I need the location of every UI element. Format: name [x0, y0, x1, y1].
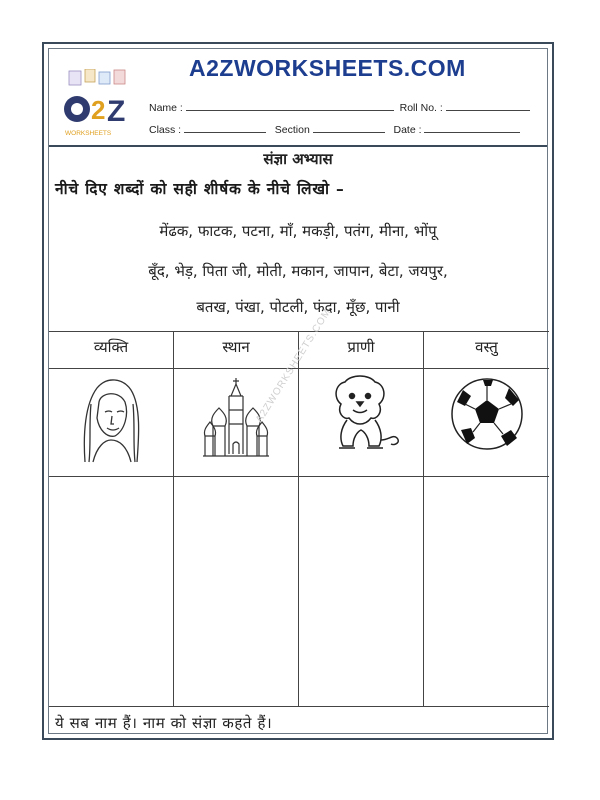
class-section-date-line [149, 123, 520, 136]
column-object [424, 332, 549, 706]
worksheet-header [49, 49, 547, 147]
worksheet-border [42, 42, 554, 740]
worksheet-topic: संज्ञा अभ्यास [263, 150, 333, 168]
class-field[interactable] [184, 123, 266, 133]
category-table [49, 331, 549, 707]
football-icon [449, 376, 525, 452]
column-person [49, 332, 174, 706]
column-header-animal: प्राणी [299, 332, 423, 369]
picture-cell-animal [299, 368, 423, 477]
word-line-2: बूँद, भेड़, पिता जी, मोती, मकान, जापान, बेटा, जयपुर, [148, 262, 448, 280]
svg-text:2: 2 [91, 95, 106, 125]
section-label: Section [274, 124, 310, 136]
site-title: A2ZWORKSHEETS.COM [189, 55, 466, 81]
a2z-logo-icon [59, 69, 139, 139]
column-header-place: स्थान [174, 332, 298, 369]
name-field[interactable] [186, 101, 394, 111]
name-roll-line [149, 101, 530, 114]
woman-icon [75, 374, 147, 466]
worksheet-inner [48, 48, 548, 734]
lion-icon [319, 374, 403, 454]
column-animal [299, 332, 424, 706]
picture-cell-person [49, 368, 173, 477]
class-label: Class : [149, 124, 182, 136]
picture-cell-object [424, 368, 549, 477]
logo-text: WORKSHEETS [65, 130, 112, 137]
name-label: Name : [149, 102, 183, 114]
date-label: Date : [393, 124, 422, 136]
instruction-text: नीचे दिए शब्दों को सही शीर्षक के नीचे लिखो – [55, 180, 345, 198]
roll-field[interactable] [446, 101, 530, 111]
footer-note: ये सब नाम हैं। नाम को संज्ञा कहते हैं। [55, 714, 273, 732]
date-field[interactable] [424, 123, 520, 133]
word-line-3: बतख, पंखा, पोटली, फंदा, मूँछ, पानी [196, 298, 400, 316]
column-header-object: वस्तु [424, 332, 549, 369]
roll-label: Roll No. : [399, 102, 443, 114]
section-field[interactable] [313, 123, 385, 133]
svg-text:Z: Z [107, 95, 126, 128]
column-header-person: व्यक्ति [49, 332, 173, 369]
watermark: A2ZWORKSHEETS.COM [254, 306, 334, 425]
word-line-1: मेंढक, फाटक, पटना, माँ, मकड़ी, पतंग, मीना, भोंपू [159, 222, 437, 240]
